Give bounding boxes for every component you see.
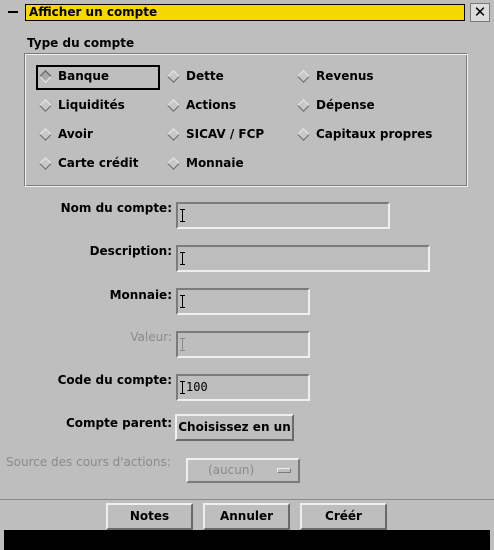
dropdown-indicator-icon: [277, 468, 291, 473]
divider: [0, 499, 494, 500]
value-input: [176, 331, 310, 358]
text-cursor-icon: [182, 252, 185, 265]
account-name-label: Nom du compte:: [60, 201, 172, 215]
title-bar: [0, 0, 494, 25]
price-source-label: Source des cours d'actions:: [6, 455, 171, 469]
text-cursor-icon: [182, 381, 185, 394]
account-code-input[interactable]: 100: [176, 374, 310, 401]
description-input[interactable]: [176, 245, 430, 272]
window-menu-icon[interactable]: [4, 3, 22, 21]
cancel-button[interactable]: Annuler: [203, 503, 290, 530]
create-button[interactable]: Créér: [300, 503, 387, 530]
value-label: Valeur:: [130, 330, 172, 344]
close-icon[interactable]: ✕: [470, 3, 490, 22]
bottom-bar: [4, 530, 490, 550]
text-cursor-icon: [182, 338, 185, 351]
currency-label: Monnaie:: [109, 288, 172, 302]
account-type-title: Type du compte: [27, 36, 135, 50]
text-cursor-icon: [182, 295, 185, 308]
description-label: Description:: [89, 244, 172, 258]
choose-parent-button[interactable]: Choisissez en un: [175, 414, 294, 441]
price-source-dropdown: (aucun): [186, 458, 300, 483]
account-name-input[interactable]: [176, 202, 390, 229]
account-code-label: Code du compte:: [57, 373, 172, 387]
notes-button[interactable]: Notes: [106, 503, 193, 530]
currency-input[interactable]: [176, 288, 310, 315]
parent-account-label: Compte parent:: [65, 416, 172, 430]
text-cursor-icon: [182, 209, 185, 222]
window-title: Afficher un compte: [25, 4, 465, 21]
account-dialog: Afficher un compte ✕ Type du compte Banque Dette Revenus Liquidités Actions Dépense Avoir SICAV / FCP Capitaux propres Carte crédit Monnaie Nom du compte: Description: Monnaie: Valeur: Code du compte: 100 Compte parent: Choisissez en un Source des cours d'actions: (aucun) Notes Annuler Créér: [0, 0, 494, 550]
